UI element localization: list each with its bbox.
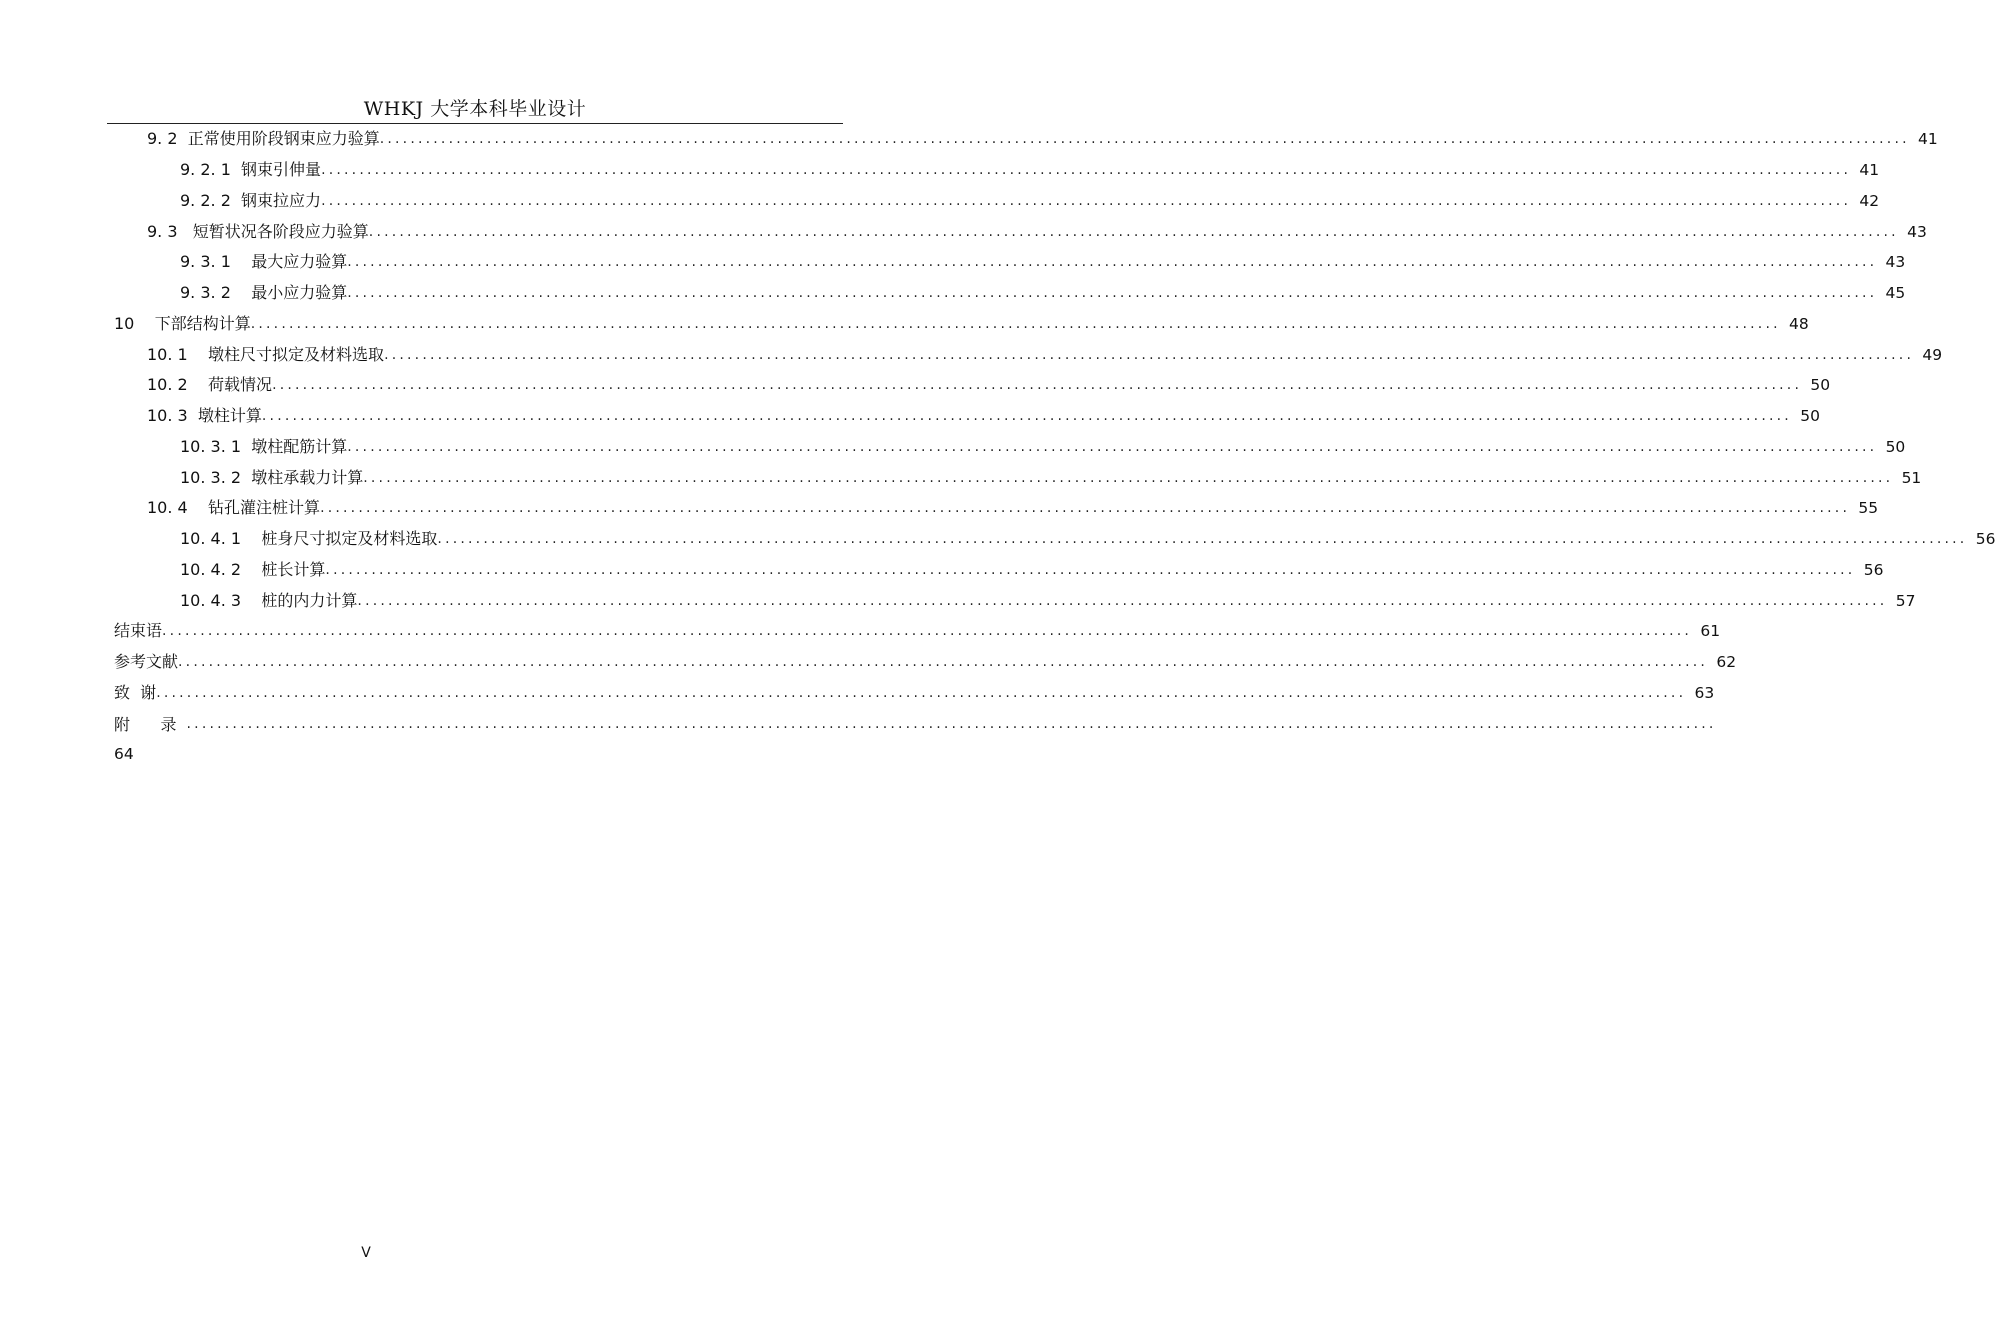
toc-entry-page: 49	[1922, 345, 1943, 364]
toc-entry-label: 9. 2. 2 钢束拉应力	[180, 190, 322, 210]
toc-dot-leader: ........................................................................................................................................................................................................	[320, 500, 1851, 517]
toc-entry-label: 结束语	[114, 621, 163, 641]
toc-entry-page: 51	[1901, 468, 1922, 487]
page-number: V	[361, 1245, 371, 1261]
toc-dot-leader: ........................................................................................................................................................................................................	[186, 715, 1717, 732]
toc-dot-leader: ........................................................................................................................................................................................................	[156, 684, 1687, 701]
toc-entry-label: 9. 3. 2 最小应力验算	[180, 283, 348, 303]
toc-dot-leader: ........................................................................................................................................................................................................	[261, 408, 1792, 425]
toc-entry[interactable]	[0, 124, 1938, 155]
toc-entry-page: 43	[1907, 222, 1927, 241]
toc-dot-leader: ........................................................................................................................................................................................................	[178, 654, 1709, 671]
toc-entry[interactable]	[0, 555, 1884, 586]
toc-entry-page: 48	[1789, 314, 1809, 333]
toc-entry-page: 55	[1858, 499, 1879, 518]
toc-entry[interactable]	[0, 647, 1737, 678]
toc-entry[interactable]	[0, 155, 1880, 186]
toc-dot-leader: ........................................................................................................................................................................................................	[368, 223, 1899, 240]
toc-entry[interactable]	[0, 616, 1721, 647]
toc-dot-leader: ........................................................................................................................................................................................................	[321, 162, 1852, 179]
toc-entry-label: 9. 2. 1 钢束引伸量	[180, 160, 322, 180]
toc-entry-page: 41	[1918, 130, 1938, 149]
toc-entry-page: 63	[1694, 683, 1715, 702]
toc-dot-leader: ........................................................................................................................................................................................................	[347, 438, 1878, 455]
toc-entry-label: 致 谢	[114, 682, 157, 702]
toc-entry[interactable]	[0, 585, 1916, 616]
toc-entry-label: 10. 4. 3 桩的内力计算	[180, 590, 358, 610]
page-header-title: WHKJ 大学本科毕业设计	[363, 98, 587, 120]
toc-entry[interactable]	[0, 401, 1820, 432]
toc-entry[interactable]	[0, 462, 1922, 493]
toc-entry-page: 56	[1863, 560, 1884, 579]
toc-entry-appendix-page: 64	[114, 745, 134, 763]
toc-dot-leader: ........................................................................................................................................................................................................	[272, 377, 1803, 394]
table-of-contents	[0, 124, 1995, 769]
toc-entry-label: 10. 4. 1 桩身尺寸拟定及材料选取	[180, 529, 438, 549]
toc-entry[interactable]	[0, 339, 1943, 370]
toc-entry-page: 41	[1859, 161, 1880, 180]
toc-entry-page: 61	[1700, 622, 1721, 641]
toc-entry-label: 附 录	[114, 715, 177, 735]
toc-entry-label: 10. 4 钻孔灌注桩计算	[147, 498, 321, 518]
toc-entry-appendix[interactable]	[0, 708, 1717, 739]
toc-dot-leader: ........................................................................................................................................................................................................	[363, 469, 1894, 486]
toc-entry-label: 10. 2 荷载情况	[147, 375, 273, 395]
toc-entry-page: 57	[1895, 591, 1916, 610]
toc-entry-label: 10. 3. 2 墩柱承载力计算	[180, 467, 364, 487]
toc-entry[interactable]	[0, 432, 1906, 463]
toc-entry-label: 9. 3. 1 最大应力验算	[180, 252, 348, 272]
toc-entry-page: 50	[1885, 437, 1906, 456]
toc-entry[interactable]	[0, 309, 1809, 340]
toc-entry[interactable]	[0, 278, 1906, 309]
toc-dot-leader: ........................................................................................................................................................................................................	[437, 531, 1968, 548]
toc-dot-leader: ........................................................................................................................................................................................................	[250, 315, 1781, 332]
toc-entry-page: 43	[1885, 253, 1906, 272]
toc-entry-page: 50	[1810, 376, 1831, 395]
toc-entry-label: 9. 3 短暂状况各阶段应力验算	[147, 221, 369, 241]
toc-entry-label: 10. 1 墩柱尺寸拟定及材料选取	[147, 344, 385, 364]
toc-entry-label: 10. 3 墩柱计算	[147, 406, 262, 426]
toc-entry-page: 62	[1716, 653, 1737, 672]
toc-dot-leader: ........................................................................................................................................................................................................	[379, 131, 1910, 148]
toc-entry-page: 56	[1975, 530, 1995, 549]
toc-dot-leader: ........................................................................................................................................................................................................	[325, 561, 1856, 578]
toc-entry-label: 参考文献	[114, 652, 179, 672]
toc-dot-leader: ........................................................................................................................................................................................................	[347, 254, 1878, 271]
toc-entry[interactable]	[0, 186, 1880, 217]
toc-entry-label: 10. 3. 1 墩柱配筋计算	[180, 436, 348, 456]
toc-dot-leader: ........................................................................................................................................................................................................	[347, 285, 1878, 302]
toc-entry[interactable]	[0, 247, 1906, 278]
toc-entry-page: 45	[1885, 284, 1906, 303]
toc-entry[interactable]	[0, 216, 1927, 247]
toc-entry-label: 10 下部结构计算	[114, 313, 251, 333]
toc-entry[interactable]	[0, 524, 1995, 555]
toc-dot-leader: ........................................................................................................................................................................................................	[384, 346, 1915, 363]
toc-entry-label: 10. 4. 2 桩长计算	[180, 559, 326, 579]
toc-entry[interactable]	[0, 678, 1715, 709]
toc-dot-leader: ........................................................................................................................................................................................................	[162, 623, 1693, 640]
toc-dot-leader: ........................................................................................................................................................................................................	[321, 192, 1852, 209]
toc-entry-page: 42	[1859, 191, 1880, 210]
toc-entry[interactable]	[0, 370, 1831, 401]
toc-entry-label: 9. 2 正常使用阶段钢束应力验算	[147, 129, 380, 149]
toc-entry[interactable]	[0, 493, 1879, 524]
toc-entry-page: 50	[1800, 407, 1820, 426]
toc-dot-leader: ........................................................................................................................................................................................................	[357, 592, 1888, 609]
